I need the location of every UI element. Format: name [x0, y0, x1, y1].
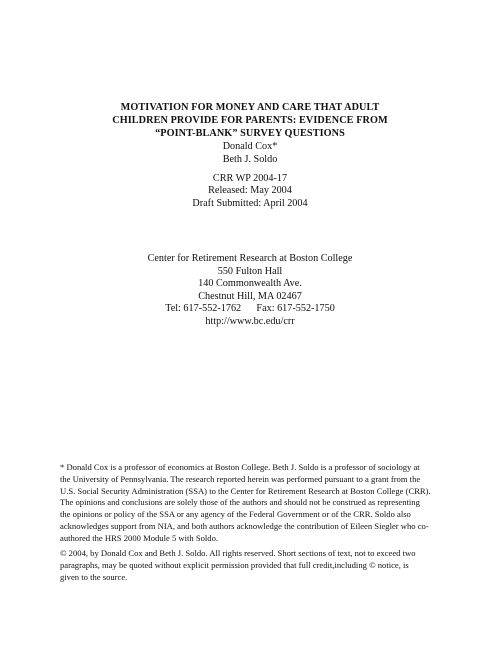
- footnote-line: authored the HRS 2000 Module 5 with Soldo.: [60, 532, 219, 543]
- author-footnote: [60, 462, 445, 545]
- footnote-line: The opinions and conclusions are solely those of the authors and should not be construed as representing: [60, 497, 420, 508]
- footnote-line: * Donald Cox is a professor of economics at Boston College. Beth J. Soldo is a professor of sociology at: [60, 462, 420, 472]
- author-list: [0, 141, 500, 166]
- institution-url[interactable]: http://www.bc.edu/crr: [205, 315, 295, 327]
- address-street: 140 Commonwealth Ave.: [198, 278, 302, 289]
- copyright-line: © 2004, by Donald Cox and Beth J. Soldo. All rights reserved. Short sections of text, not to exceed two: [60, 548, 416, 558]
- contact-phone-fax: Tel: 617-552-1762 Fax: 617-552-1750: [165, 303, 335, 314]
- footnote-line: U.S. Social Security Administration (SSA) to the Center for Retirement Research at Boston College (CRR).: [60, 485, 431, 496]
- author-beth-soldo: Beth J. Soldo: [222, 153, 278, 165]
- author-donald-cox: Donald Cox*: [222, 141, 278, 152]
- title-line-2: CHILDREN PROVIDE FOR PARENTS: EVIDENCE FROM: [112, 115, 388, 126]
- address-city: Chestnut Hill, MA 02467: [198, 290, 302, 302]
- title-line-3: “POINT-BLANK” SURVEY QUESTIONS: [155, 128, 345, 139]
- footnote-line: the opinions or policy of the SSA or any agency of the Federal Government or of the CRR. Soldo also: [60, 509, 411, 520]
- footnote-line: the University of Pennsylvania. The research reported herein was performed pursuant to a grant from the: [60, 473, 421, 484]
- institution-address: [0, 253, 500, 328]
- footnote-line: acknowledges support from NIA, and both authors acknowledge the contribution of Eileen Siegler who co-: [60, 520, 429, 531]
- copyright-line: given to the source.: [60, 571, 128, 582]
- working-paper-info: [0, 173, 500, 210]
- title-line-1: MOTIVATION FOR MONEY AND CARE THAT ADULT: [120, 102, 380, 113]
- paper-title: [0, 101, 500, 140]
- address-hall: 550 Fulton Hall: [217, 265, 283, 277]
- copyright-notice: [60, 548, 445, 583]
- working-paper-number: CRR WP 2004-17: [212, 173, 288, 184]
- draft-submitted-date: Draft Submitted: April 2004: [192, 197, 308, 209]
- copyright-line: paragraphs, may be quoted without explicit permission provided that full credit,including © notice, is: [60, 559, 409, 570]
- release-date: Released: May 2004: [208, 185, 292, 197]
- institution-name: Center for Retirement Research at Boston College: [147, 253, 353, 264]
